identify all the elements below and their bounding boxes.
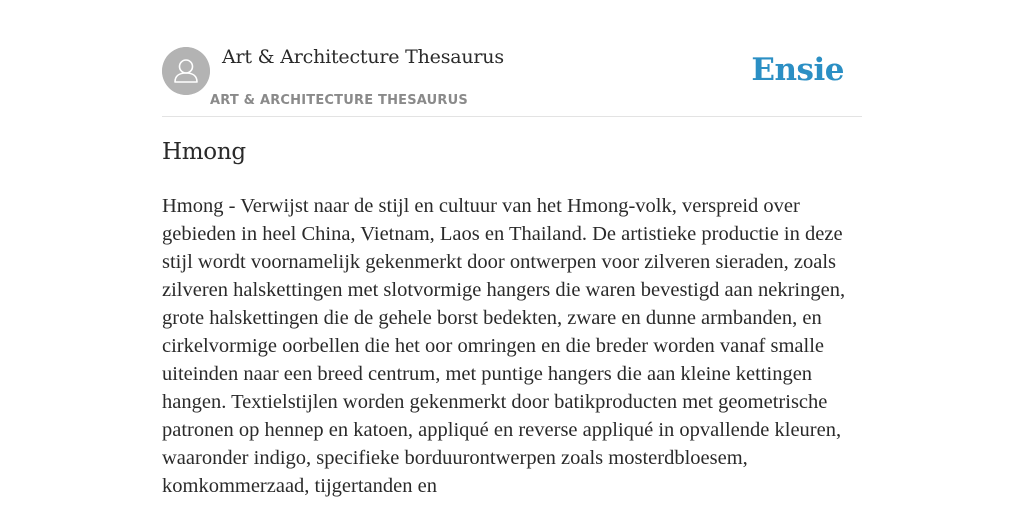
user-silhouette-icon[interactable] (162, 47, 210, 95)
article-header (162, 0, 862, 117)
page-container (162, 0, 862, 512)
ensie-logo[interactable]: Ensie (751, 52, 844, 88)
article-body: Hmong - Verwijst naar de stijl en cultuur van het Hmong-volk, verspreid over gebieden in heel China, Vietnam, Laos en Thailand. De artistieke productie in deze stijl wordt voornamelijk gekenmerkt door ontwerpen voor zilveren sieraden, zoals zilveren halskettingen met slotvormige hangers die waren bevestigd aan nekringen, grote halskettingen die de gehele borst bedekten, zware en dunne armbanden, en cirkelvormige oorbellen die het oor omringen en die breder worden vanaf smalle uiteinden naar een breed centrum, met puntige hangers die aan kleine kettingen hangen. Textielstijlen worden gekenmerkt door batikproducten met geometrische patronen op hennep en katoen, appliqué en reverse appliqué in opvallende kleuren, waaronder indigo, specifieke borduurontwerpen zoals mosterdbloesem, komkommerzaad, tijgertanden en (162, 195, 846, 497)
author-name[interactable]: Art & Architecture Thesaurus (222, 46, 504, 68)
page-title: Hmong (162, 139, 246, 165)
category-label[interactable]: ART & ARCHITECTURE THESAURUS (210, 93, 468, 108)
